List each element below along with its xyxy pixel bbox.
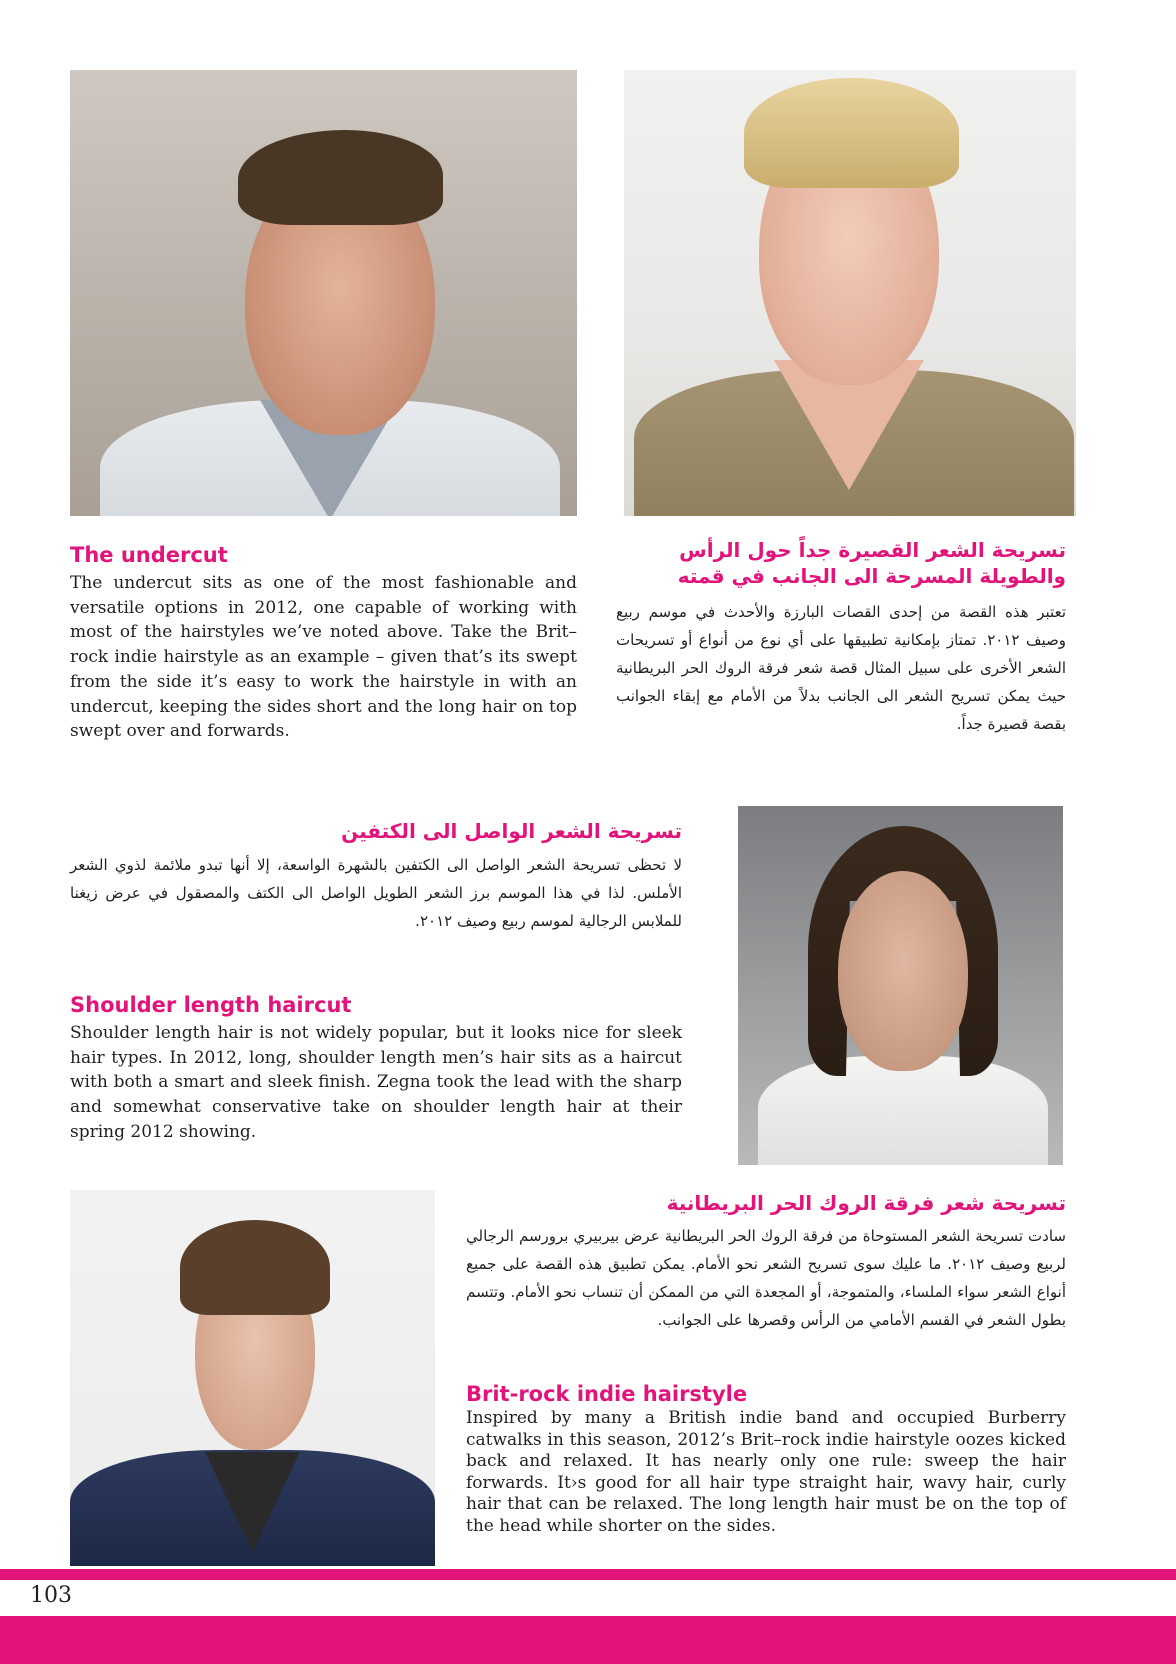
short-sides-title-line2: والطويلة المسرحة الى الجانب في قمته: [677, 564, 1066, 588]
page-number: 103: [30, 1583, 72, 1608]
brit-rock-body-ar: سادت تسريحة الشعر المستوحاة من فرقة الروك الحر البريطانية عرض بيربيري برورسم الرجالي لربيع وصيف ٢٠١٢. ما عليك سوى تسريح الشعر نحو الأمام. يمكن تطبيق هذه القصة على جميع أنواع الشعر سواء الملساء، والمتموجة، أو المجعدة التي من الممكن أن تنساب نحو الأمام. وتتسم بطول الشعر في القسم الأمامي من الرأس وقصرها على الجوانب.: [466, 1227, 1066, 1329]
shoulder-length-title-en: Shoulder length haircut: [70, 993, 352, 1017]
brit-rock-model-photo: [70, 1190, 435, 1566]
brit-rock-title-ar: تسريحة شعر فرقة الروك الحر البريطانية: [666, 1191, 1066, 1215]
undercut-title: The undercut: [70, 543, 228, 567]
footer-accent-bar-thin: [0, 1569, 1176, 1580]
brit-rock-title-en: Brit-rock indie hairstyle: [466, 1382, 748, 1406]
footer-accent-bar-thick: [0, 1616, 1176, 1664]
blond-side-swept-model-photo: [624, 70, 1076, 516]
short-sides-title-line1: تسريحة الشعر القصيرة جداً حول الرأس: [679, 538, 1066, 562]
shoulder-length-title-ar: تسريحة الشعر الواصل الى الكتفين: [341, 819, 682, 843]
undercut-model-photo: [70, 70, 577, 516]
short-sides-body: تعتبر هذه القصة من إحدى القصات البارزة والأحدث في موسم ربيع وصيف ٢٠١٢. تمتاز بإمكانية تطبيقها على أي نوع من أنواع أو تسريحات الشعر الأخرى على سبيل المثال قصة شعر فرقة الروك الحر البريطانية حيث يمكن تسريح الشعر الى الجانب بدلاً من الأمام مع إبقاء الجوانب بقصة قصيرة جداً.: [616, 603, 1066, 733]
undercut-body: The undercut sits as one of the most fashionable and versatile options in 2012, one capable of working with most of the hairstyles we’ve noted above. Take the Brit–rock indie hairstyle as an example – given that’s its swept from the side it’s easy to work the hairstyle in with an undercut, keeping the sides short and the long hair on top swept over and forwards.: [70, 573, 577, 742]
brit-rock-body-en: Inspired by many a British indie band and occupied Burberry catwalks in this season, 2012’s Brit–rock indie hairstyle oozes kicked back and relaxed. It has nearly only one rule: sweep the hair forwards. It›s good for all hair type straight hair, wavy hair, curly hair that can be relaxed. The long length hair must be on the top of the head while shorter on the sides.: [466, 1408, 1066, 1536]
shoulder-length-body-en: Shoulder length hair is not widely popular, but it looks nice for sleek hair types. In 2012, long, shoulder length men’s hair sits as a haircut with both a smart and sleek finish. Zegna took the lead with the sharp and somewhat conservative take on shoulder length hair at their spring 2012 showing.: [70, 1023, 682, 1142]
shoulder-length-model-photo: [738, 806, 1063, 1165]
shoulder-length-body-ar: لا تحظى تسريحة الشعر الواصل الى الكتفين بالشهرة الواسعة، إلا أنها تبدو ملائمة لذوي الشعر الأملس. لذا في هذا الموسم برز الشعر الطويل الواصل الى الكتف والمصقول في عرض زيغنا للملابس الرجالية لموسم ربيع وصيف ٢٠١٢.: [70, 856, 682, 930]
